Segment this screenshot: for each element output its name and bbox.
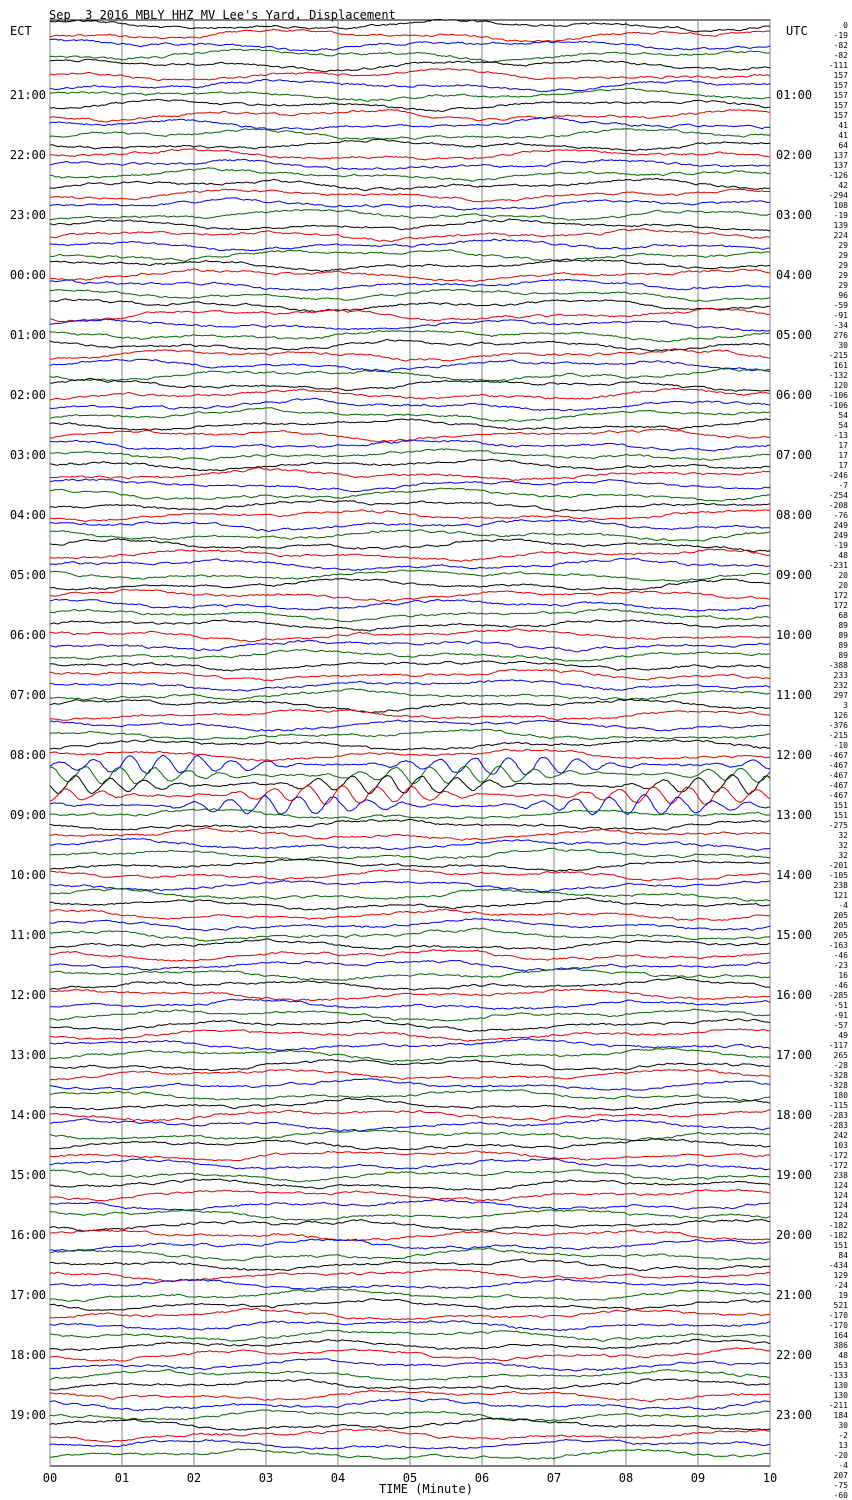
- trace-scale-value: 161: [833, 361, 848, 370]
- trace-scale-value: 30: [838, 1421, 848, 1430]
- trace-scale-value: 89: [838, 631, 848, 640]
- trace-scale-value: -163: [828, 941, 848, 950]
- trace-scale-value: 180: [833, 1091, 848, 1100]
- trace-scale-value: -24: [833, 1281, 848, 1290]
- trace-scale-value: -10: [833, 741, 848, 750]
- trace-scale-value: 29: [838, 261, 848, 270]
- left-hour-label: 04:00: [9, 508, 46, 522]
- trace-scale-value: 49: [838, 1031, 848, 1040]
- right-hour-label: 05:00: [776, 328, 813, 342]
- trace-scale-value: -76: [833, 511, 848, 520]
- right-hour-label: 16:00: [776, 988, 813, 1002]
- trace-scale-value: -60: [833, 1491, 848, 1500]
- chart-title: Sep 3 2016 MBLY HHZ MV Lee's Yard, Displacement: [49, 8, 396, 22]
- trace-scale-value: -434: [828, 1261, 848, 1270]
- right-hour-label: 14:00: [776, 868, 813, 882]
- trace-scale-value: 32: [838, 851, 848, 860]
- trace-scale-value: 3: [843, 701, 848, 710]
- trace-scale-value: -19: [833, 541, 848, 550]
- trace-scale-values: [829, 21, 848, 1500]
- left-hour-label: 18:00: [9, 1348, 46, 1362]
- trace-scale-value: 249: [833, 531, 848, 540]
- left-hour-label: 00:00: [9, 268, 46, 282]
- left-hour-label: 16:00: [9, 1228, 46, 1242]
- trace-scale-value: -275: [828, 821, 848, 830]
- trace-scale-value: -2: [838, 1431, 848, 1440]
- left-hour-label: 08:00: [9, 748, 46, 762]
- trace-scale-value: 48: [838, 1351, 848, 1360]
- left-hour-label: 13:00: [9, 1048, 46, 1062]
- trace-scale-value: 205: [833, 911, 848, 920]
- trace-scale-value: 124: [833, 1201, 848, 1210]
- trace-scale-value: 64: [838, 141, 848, 150]
- trace-scale-value: -215: [828, 351, 848, 360]
- left-hour-label: 03:00: [9, 448, 46, 462]
- right-hour-label: 22:00: [776, 1348, 813, 1362]
- trace-scale-value: 207: [833, 1471, 848, 1480]
- x-tick-00: 00: [42, 1471, 58, 1485]
- trace-scale-value: 17: [838, 441, 848, 450]
- trace-scale-value: -34: [833, 321, 848, 330]
- trace-scale-value: 233: [833, 671, 848, 680]
- trace-scale-value: 172: [833, 591, 848, 600]
- trace-scale-value: -172: [828, 1151, 848, 1160]
- trace-scale-value: 126: [833, 711, 848, 720]
- trace-scale-value: -467: [828, 791, 848, 800]
- trace-scale-value: 48: [838, 551, 848, 560]
- trace-scale-value: 17: [838, 451, 848, 460]
- trace-scale-value: 137: [833, 161, 848, 170]
- trace-scale-value: -208: [828, 501, 848, 510]
- trace-scale-value: -75: [833, 1481, 848, 1490]
- trace-scale-value: -91: [833, 1011, 848, 1020]
- trace-scale-value: -91: [833, 311, 848, 320]
- trace-scale-value: -23: [833, 961, 848, 970]
- trace-scale-value: 521: [833, 1301, 848, 1310]
- left-hour-label: 19:00: [9, 1408, 46, 1422]
- trace-scale-value: 32: [838, 841, 848, 850]
- trace-scale-value: -215: [828, 731, 848, 740]
- trace-scale-value: -254: [828, 491, 848, 500]
- trace-scale-value: 224: [833, 231, 848, 240]
- left-hour-label: 23:00: [9, 208, 46, 222]
- trace-scale-value: -115: [828, 1101, 848, 1110]
- right-hour-label: 07:00: [776, 448, 813, 462]
- trace-scale-value: -82: [833, 41, 848, 50]
- trace-scale-value: -106: [828, 401, 848, 410]
- trace-scale-value: 19: [838, 1291, 848, 1300]
- trace-scale-value: 89: [838, 621, 848, 630]
- right-hour-label: 17:00: [776, 1048, 813, 1062]
- right-hour-label: 19:00: [776, 1168, 813, 1182]
- trace-scale-value: -231: [828, 561, 848, 570]
- trace-scale-value: 108: [833, 201, 848, 210]
- trace-scale-value: -170: [828, 1321, 848, 1330]
- x-tick-07: 07: [546, 1471, 562, 1485]
- trace-scale-value: 42: [838, 181, 848, 190]
- right-hour-label: 21:00: [776, 1288, 813, 1302]
- trace-scale-value: 124: [833, 1181, 848, 1190]
- trace-scale-value: -111: [828, 61, 848, 70]
- x-tick-10: 10: [762, 1471, 778, 1485]
- trace-scale-value: -283: [828, 1121, 848, 1130]
- trace-scale-value: 238: [833, 1171, 848, 1180]
- left-hour-label: 06:00: [9, 628, 46, 642]
- x-tick-06: 06: [474, 1471, 490, 1485]
- trace-scale-value: 249: [833, 521, 848, 530]
- trace-scale-value: -467: [828, 781, 848, 790]
- trace-scale-value: 124: [833, 1211, 848, 1220]
- trace-scale-value: -201: [828, 861, 848, 870]
- trace-scale-value: -246: [828, 471, 848, 480]
- right-hour-label: 09:00: [776, 568, 813, 582]
- right-hour-label: 03:00: [776, 208, 813, 222]
- x-tick-01: 01: [114, 1471, 130, 1485]
- right-hour-label: 04:00: [776, 268, 813, 282]
- right-hour-label: 20:00: [776, 1228, 813, 1242]
- trace-scale-value: -467: [828, 771, 848, 780]
- trace-scale-value: 164: [833, 1331, 848, 1340]
- trace-scale-value: -211: [828, 1401, 848, 1410]
- trace-scale-value: 205: [833, 931, 848, 940]
- trace-scale-value: -28: [833, 1061, 848, 1070]
- trace-scale-value: 120: [833, 381, 848, 390]
- right-hour-label: 01:00: [776, 88, 813, 102]
- trace-scale-value: 242: [833, 1131, 848, 1140]
- right-hour-label: 08:00: [776, 508, 813, 522]
- trace-scale-value: -172: [828, 1161, 848, 1170]
- right-hour-labels: [776, 88, 812, 1422]
- trace-scale-value: 41: [838, 131, 848, 140]
- x-tick-03: 03: [258, 1471, 274, 1485]
- trace-scale-value: 130: [833, 1381, 848, 1390]
- trace-scale-value: 29: [838, 251, 848, 260]
- trace-scale-value: 54: [838, 411, 848, 420]
- x-tick-08: 08: [618, 1471, 634, 1485]
- left-hour-label: 14:00: [9, 1108, 46, 1122]
- trace-scale-value: -4: [838, 901, 848, 910]
- left-hour-label: 02:00: [9, 388, 46, 402]
- left-hour-label: 01:00: [9, 328, 46, 342]
- right-hour-label: 13:00: [776, 808, 813, 822]
- trace-scale-value: -117: [828, 1041, 848, 1050]
- right-hour-label: 06:00: [776, 388, 813, 402]
- trace-scale-value: 157: [833, 71, 848, 80]
- right-hour-label: 23:00: [776, 1408, 813, 1422]
- trace-scale-value: 16: [838, 971, 848, 980]
- left-hour-label: 09:00: [9, 808, 46, 822]
- trace-scale-value: 157: [833, 91, 848, 100]
- trace-scale-value: -106: [828, 391, 848, 400]
- trace-scale-value: -182: [828, 1231, 848, 1240]
- x-tick-05: 05: [402, 1471, 418, 1485]
- trace-scale-value: 139: [833, 221, 848, 230]
- trace-scale-value: -59: [833, 301, 848, 310]
- trace-scale-value: 276: [833, 331, 848, 340]
- trace-scale-value: 137: [833, 151, 848, 160]
- x-tick-02: 02: [186, 1471, 202, 1485]
- trace-scale-value: -132: [828, 371, 848, 380]
- trace-scale-value: -467: [828, 761, 848, 770]
- trace-scale-value: -182: [828, 1221, 848, 1230]
- trace-scale-value: 20: [838, 571, 848, 580]
- trace-scale-value: 30: [838, 341, 848, 350]
- trace-scale-value: -19: [833, 211, 848, 220]
- trace-scale-value: -376: [828, 721, 848, 730]
- left-hour-label: 15:00: [9, 1168, 46, 1182]
- trace-scale-value: 297: [833, 691, 848, 700]
- trace-scale-value: -328: [828, 1081, 848, 1090]
- trace-scale-value: 172: [833, 601, 848, 610]
- trace-scale-value: 89: [838, 641, 848, 650]
- left-hour-label: 17:00: [9, 1288, 46, 1302]
- trace-scale-value: 151: [833, 1241, 848, 1250]
- trace-scale-value: -4: [838, 1461, 848, 1470]
- trace-scale-value: -126: [828, 171, 848, 180]
- trace-scale-value: -20: [833, 1451, 848, 1460]
- trace-scale-value: 232: [833, 681, 848, 690]
- trace-scale-value: 157: [833, 101, 848, 110]
- trace-scale-value: -82: [833, 51, 848, 60]
- left-hour-label: 10:00: [9, 868, 46, 882]
- trace-scale-value: -46: [833, 951, 848, 960]
- trace-scale-value: 32: [838, 831, 848, 840]
- trace-scale-value: 265: [833, 1051, 848, 1060]
- right-hour-label: 10:00: [776, 628, 813, 642]
- trace-scale-value: 121: [833, 891, 848, 900]
- trace-scale-value: 0: [843, 21, 848, 30]
- right-hour-label: 15:00: [776, 928, 813, 942]
- trace-scale-value: 386: [833, 1341, 848, 1350]
- left-hour-labels: [10, 88, 46, 1422]
- trace-scale-value: -19: [833, 31, 848, 40]
- trace-scale-value: 151: [833, 811, 848, 820]
- trace-scale-value: -46: [833, 981, 848, 990]
- left-hour-label: 07:00: [9, 688, 46, 702]
- trace-scale-value: 103: [833, 1141, 848, 1150]
- trace-scale-value: -467: [828, 751, 848, 760]
- trace-scale-value: -388: [828, 661, 848, 670]
- right-hour-label: 18:00: [776, 1108, 813, 1122]
- right-hour-label: 11:00: [776, 688, 813, 702]
- trace-scale-value: 68: [838, 611, 848, 620]
- trace-scale-value: 124: [833, 1191, 848, 1200]
- trace-scale-value: -57: [833, 1021, 848, 1030]
- left-hour-label: 11:00: [9, 928, 46, 942]
- trace-scale-value: -7: [838, 481, 848, 490]
- trace-scale-value: 41: [838, 121, 848, 130]
- trace-scale-value: 157: [833, 111, 848, 120]
- trace-scale-value: 89: [838, 651, 848, 660]
- x-tick-04: 04: [330, 1471, 346, 1485]
- trace-scale-value: 29: [838, 281, 848, 290]
- right-hour-label: 02:00: [776, 148, 813, 162]
- trace-scale-value: 205: [833, 921, 848, 930]
- trace-scale-value: -283: [828, 1111, 848, 1120]
- trace-scale-value: 54: [838, 421, 848, 430]
- trace-scale-value: -13: [833, 431, 848, 440]
- left-hour-label: 12:00: [9, 988, 46, 1002]
- left-hour-label: 22:00: [9, 148, 46, 162]
- trace-scale-value: 151: [833, 801, 848, 810]
- trace-scale-value: 29: [838, 241, 848, 250]
- trace-scale-value: -105: [828, 871, 848, 880]
- right-axis-label: UTC: [786, 24, 808, 38]
- trace-scale-value: 29: [838, 271, 848, 280]
- trace-scale-value: 130: [833, 1391, 848, 1400]
- trace-scale-value: 238: [833, 881, 848, 890]
- trace-scale-value: 129: [833, 1271, 848, 1280]
- trace-scale-value: 157: [833, 81, 848, 90]
- trace-scale-value: 184: [833, 1411, 848, 1420]
- trace-scale-value: 84: [838, 1251, 848, 1260]
- x-tick-09: 09: [690, 1471, 706, 1485]
- trace-scale-value: 17: [838, 461, 848, 470]
- trace-scale-value: -170: [828, 1311, 848, 1320]
- left-hour-label: 05:00: [9, 568, 46, 582]
- trace-scale-value: -51: [833, 1001, 848, 1010]
- left-axis-label: ECT: [10, 24, 32, 38]
- trace-scale-value: 96: [838, 291, 848, 300]
- trace-scale-value: -133: [828, 1371, 848, 1380]
- right-hour-label: 12:00: [776, 748, 813, 762]
- trace-scale-value: 20: [838, 581, 848, 590]
- trace-scale-value: 13: [838, 1441, 848, 1450]
- trace-scale-value: 153: [833, 1361, 848, 1370]
- x-axis-label: TIME (Minute): [379, 1482, 473, 1496]
- trace-scale-value: -294: [828, 191, 848, 200]
- left-hour-label: 21:00: [9, 88, 46, 102]
- trace-scale-value: -328: [828, 1071, 848, 1080]
- trace-scale-value: -285: [828, 991, 848, 1000]
